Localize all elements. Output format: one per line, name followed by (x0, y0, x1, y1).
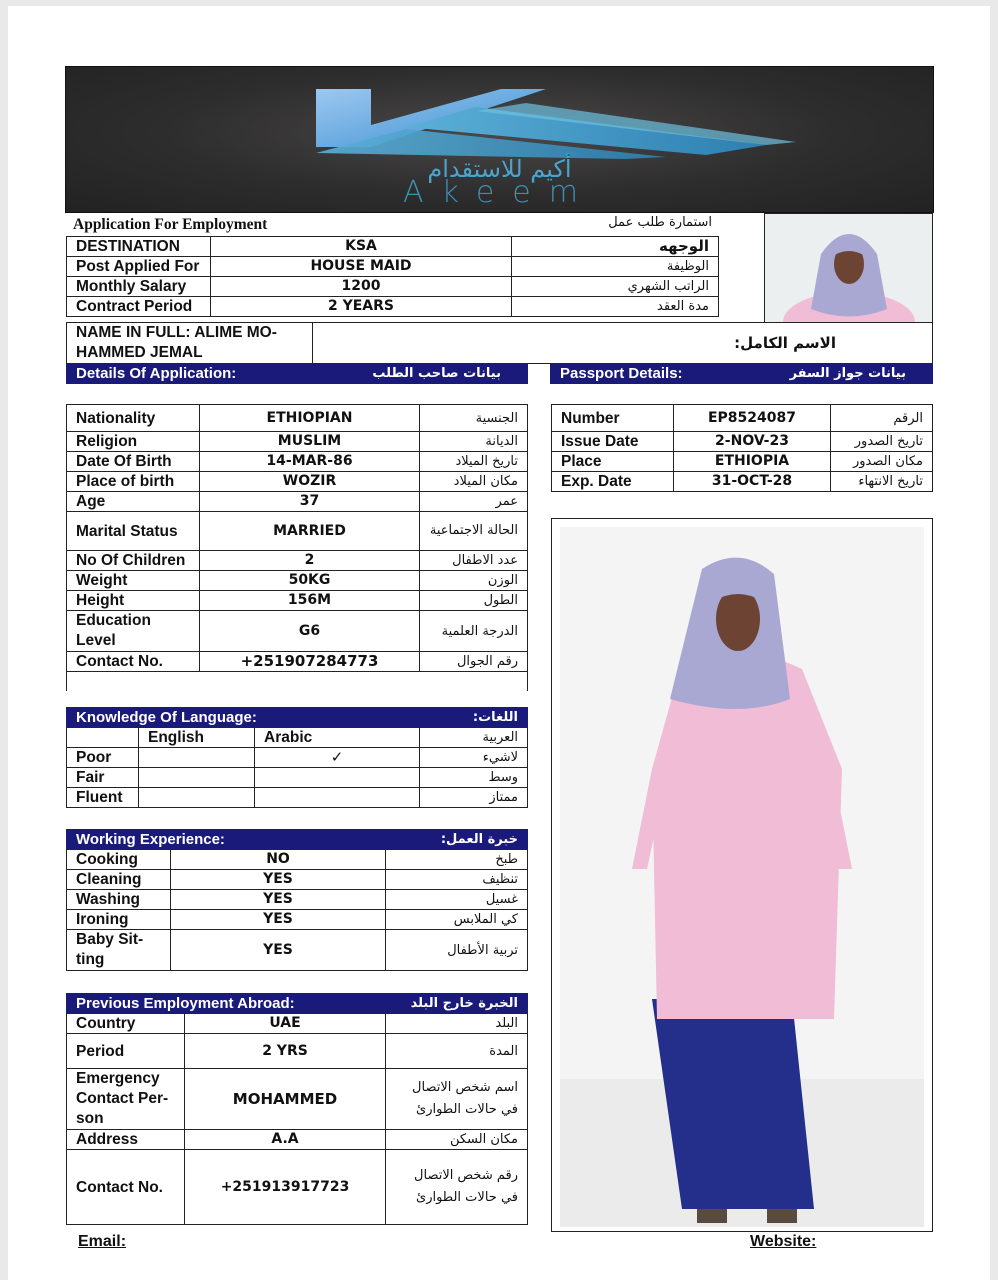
table-row (67, 257, 719, 277)
dob-label: Date Of Birth (67, 452, 200, 472)
table-row (552, 405, 933, 432)
marital-label-ar: الحالة الاجتماعية (420, 512, 528, 551)
babysitting-label: Baby Sit-ting (67, 930, 171, 971)
table-row (67, 748, 528, 768)
babysitting-value: YES (171, 930, 386, 971)
passport-number-value: EP8524087 (674, 405, 831, 432)
destination-value: KSA (211, 237, 512, 257)
table-row (67, 672, 528, 692)
details-header-en: Details Of Application: (67, 364, 312, 384)
arabic-column-header-ar: العربية (420, 728, 528, 748)
contract-value: 2 YEARS (211, 297, 512, 317)
post-label: Post Applied For (67, 257, 211, 277)
table-row (67, 492, 528, 512)
fair-english-cell (139, 768, 255, 788)
country-label: Country (67, 1014, 185, 1034)
issue-place-label-ar: مكان الصدور (831, 452, 933, 472)
table-row (67, 788, 528, 808)
children-value: 2 (200, 551, 420, 571)
weight-label-ar: الوزن (420, 571, 528, 591)
passport-number-label: Number (552, 405, 674, 432)
period-label: Period (67, 1034, 185, 1069)
language-table (66, 707, 528, 808)
emergency-phone-label: Contact No. (67, 1150, 185, 1225)
religion-label: Religion (67, 432, 200, 452)
table-row (67, 323, 933, 364)
table-row (67, 652, 528, 672)
fluent-arabic-cell (255, 788, 420, 808)
height-label: Height (67, 591, 200, 611)
children-label: No Of Children (67, 551, 200, 571)
table-row (67, 870, 528, 890)
table-row (67, 591, 528, 611)
country-label-ar: البلد (386, 1014, 528, 1034)
passport-header (550, 363, 933, 384)
english-column-header: English (139, 728, 255, 748)
address-label: Address (67, 1130, 185, 1150)
cooking-label-ar: طبخ (386, 850, 528, 870)
issue-place-value: ETHIOPIA (674, 452, 831, 472)
table-row (67, 297, 719, 317)
table-row (552, 432, 933, 452)
table-row (552, 452, 933, 472)
salary-label: Monthly Salary (67, 277, 211, 297)
fair-label: Fair (67, 768, 139, 788)
table-row (67, 277, 719, 297)
experience-header (67, 830, 528, 850)
applicant-full-photo (551, 518, 933, 1232)
fluent-label-ar: ممتاز (420, 788, 528, 808)
previous-employment-table (66, 993, 528, 1225)
age-label: Age (67, 492, 200, 512)
cleaning-value: YES (171, 870, 386, 890)
cooking-value: NO (171, 850, 386, 870)
emergency-contact-label: Emergency Contact Per-son (67, 1069, 185, 1130)
table-row (67, 1069, 528, 1130)
weight-value: 50KG (200, 571, 420, 591)
ironing-label: Ironing (67, 910, 171, 930)
table-row (67, 551, 528, 571)
experience-table (66, 829, 528, 971)
language-header-en: Knowledge Of Language: (67, 708, 420, 728)
babysitting-label-ar: تربية الأطفال (386, 930, 528, 971)
dob-label-ar: تاريخ الميلاد (420, 452, 528, 472)
contract-label: Contract Period (67, 297, 211, 317)
table-row (67, 1014, 528, 1034)
fair-label-ar: وسط (420, 768, 528, 788)
form-title-ar: استمارة طلب عمل (608, 215, 712, 230)
ironing-value: YES (171, 910, 386, 930)
poor-label: Poor (67, 748, 139, 768)
education-label: Education Level (67, 611, 200, 652)
arabic-column-header: Arabic (255, 728, 420, 748)
washing-label: Washing (67, 890, 171, 910)
marital-label: Marital Status (67, 512, 200, 551)
table-row (67, 452, 528, 472)
fair-arabic-cell (255, 768, 420, 788)
job-info-table (66, 236, 719, 317)
brand-english-name: Akeem (403, 175, 596, 210)
post-value: HOUSE MAID (211, 257, 512, 277)
issue-place-label: Place (552, 452, 674, 472)
issue-date-value: 2-NOV-23 (674, 432, 831, 452)
cooking-label: Cooking (67, 850, 171, 870)
applicant-portrait-photo (764, 213, 933, 323)
nationality-value: ETHIOPIAN (200, 405, 420, 432)
religion-value: MUSLIM (200, 432, 420, 452)
exp-date-label: Exp. Date (552, 472, 674, 492)
passport-header-ar: بيانات جواز السفر (704, 364, 933, 384)
applicant-details-table (66, 404, 528, 691)
education-label-ar: الدرجة العلمية (420, 611, 528, 652)
previous-header-ar: الخبرة خارج البلد (386, 994, 528, 1014)
passport-details-table (551, 404, 933, 492)
contract-label-ar: مدة العقد (512, 297, 719, 317)
education-value: G6 (200, 611, 420, 652)
issue-date-label-ar: تاريخ الصدور (831, 432, 933, 452)
period-label-ar: المدة (386, 1034, 528, 1069)
address-value: A.A (185, 1130, 386, 1150)
age-label-ar: عمر (420, 492, 528, 512)
children-label-ar: عدد الاطفال (420, 551, 528, 571)
full-name-table (66, 322, 933, 364)
table-row (67, 611, 528, 652)
exp-date-value: 31-OCT-28 (674, 472, 831, 492)
details-header-ar: بيانات صاحب الطلب (312, 364, 528, 384)
table-row (67, 237, 719, 257)
table-row (67, 930, 528, 971)
birthplace-value: WOZIR (200, 472, 420, 492)
table-row (67, 890, 528, 910)
table-row (67, 1034, 528, 1069)
passport-number-label-ar: الرقم (831, 405, 933, 432)
issue-date-label: Issue Date (552, 432, 674, 452)
full-name-label: NAME IN FULL: ALIME MO-HAMMED JEMAL (67, 323, 313, 364)
contact-value: +251907284773 (200, 652, 420, 672)
emergency-contact-label-ar: اسم شخص الاتصال في حالات الطوارئ (386, 1069, 528, 1130)
destination-label: DESTINATION (67, 237, 211, 257)
table-row (67, 850, 528, 870)
poor-english-cell (139, 748, 255, 768)
language-header-ar: اللغات: (420, 708, 528, 728)
previous-header (67, 994, 528, 1014)
height-value: 156M (200, 591, 420, 611)
table-row (67, 910, 528, 930)
poor-label-ar: لاشيء (420, 748, 528, 768)
weight-label: Weight (67, 571, 200, 591)
table-row (67, 432, 528, 452)
destination-label-ar: الوجهه (512, 237, 719, 257)
table-row (67, 1150, 528, 1225)
form-title-en: Application For Employment (73, 216, 268, 233)
nationality-label-ar: الجنسية (420, 405, 528, 432)
table-row (67, 512, 528, 551)
address-label-ar: مكان السكن (386, 1130, 528, 1150)
person-portrait-icon (765, 214, 932, 322)
contact-label: Contact No. (67, 652, 200, 672)
table-row (67, 472, 528, 492)
language-header (67, 708, 528, 728)
experience-header-ar: خبرة العمل: (386, 830, 528, 850)
nationality-label: Nationality (67, 405, 200, 432)
salary-value: 1200 (211, 277, 512, 297)
poor-arabic-checkmark: ✓ (255, 748, 420, 768)
exp-date-label-ar: تاريخ الانتهاء (831, 472, 933, 492)
salary-label-ar: الراتب الشهري (512, 277, 719, 297)
table-row (67, 728, 528, 748)
washing-label-ar: غسيل (386, 890, 528, 910)
religion-label-ar: الديانة (420, 432, 528, 452)
person-full-body-icon (552, 519, 932, 1231)
emergency-contact-value: MOHAMMED (185, 1069, 386, 1130)
experience-header-en: Working Experience: (67, 830, 386, 850)
full-name-label-ar: الاسم الكامل: (313, 323, 933, 364)
table-row (67, 1130, 528, 1150)
passport-header-en: Passport Details: (551, 364, 704, 384)
email-label: Email: (78, 1233, 127, 1250)
post-label-ar: الوظيفة (512, 257, 719, 277)
emergency-phone-value: +251913917723 (185, 1150, 386, 1225)
table-row (67, 571, 528, 591)
company-banner (65, 66, 934, 213)
previous-header-en: Previous Employment Abroad: (67, 994, 386, 1014)
period-value: 2 YRS (185, 1034, 386, 1069)
table-row (552, 472, 933, 492)
fluent-label: Fluent (67, 788, 139, 808)
website-label: Website: (750, 1233, 817, 1250)
table-row (67, 768, 528, 788)
dob-value: 14-MAR-86 (200, 452, 420, 472)
birthplace-label-ar: مكان الميلاد (420, 472, 528, 492)
table-row (67, 405, 528, 432)
birthplace-label: Place of birth (67, 472, 200, 492)
height-label-ar: الطول (420, 591, 528, 611)
ironing-label-ar: كي الملابس (386, 910, 528, 930)
cleaning-label: Cleaning (67, 870, 171, 890)
age-value: 37 (200, 492, 420, 512)
details-header (66, 363, 528, 384)
marital-value: MARRIED (200, 512, 420, 551)
cleaning-label-ar: تنظيف (386, 870, 528, 890)
emergency-phone-label-ar: رقم شخص الاتصال في حالات الطوارئ (386, 1150, 528, 1225)
fluent-english-cell (139, 788, 255, 808)
contact-label-ar: رقم الجوال (420, 652, 528, 672)
washing-value: YES (171, 890, 386, 910)
brand-arabic-name: أكيم للاستقدام (427, 155, 572, 183)
country-value: UAE (185, 1014, 386, 1034)
